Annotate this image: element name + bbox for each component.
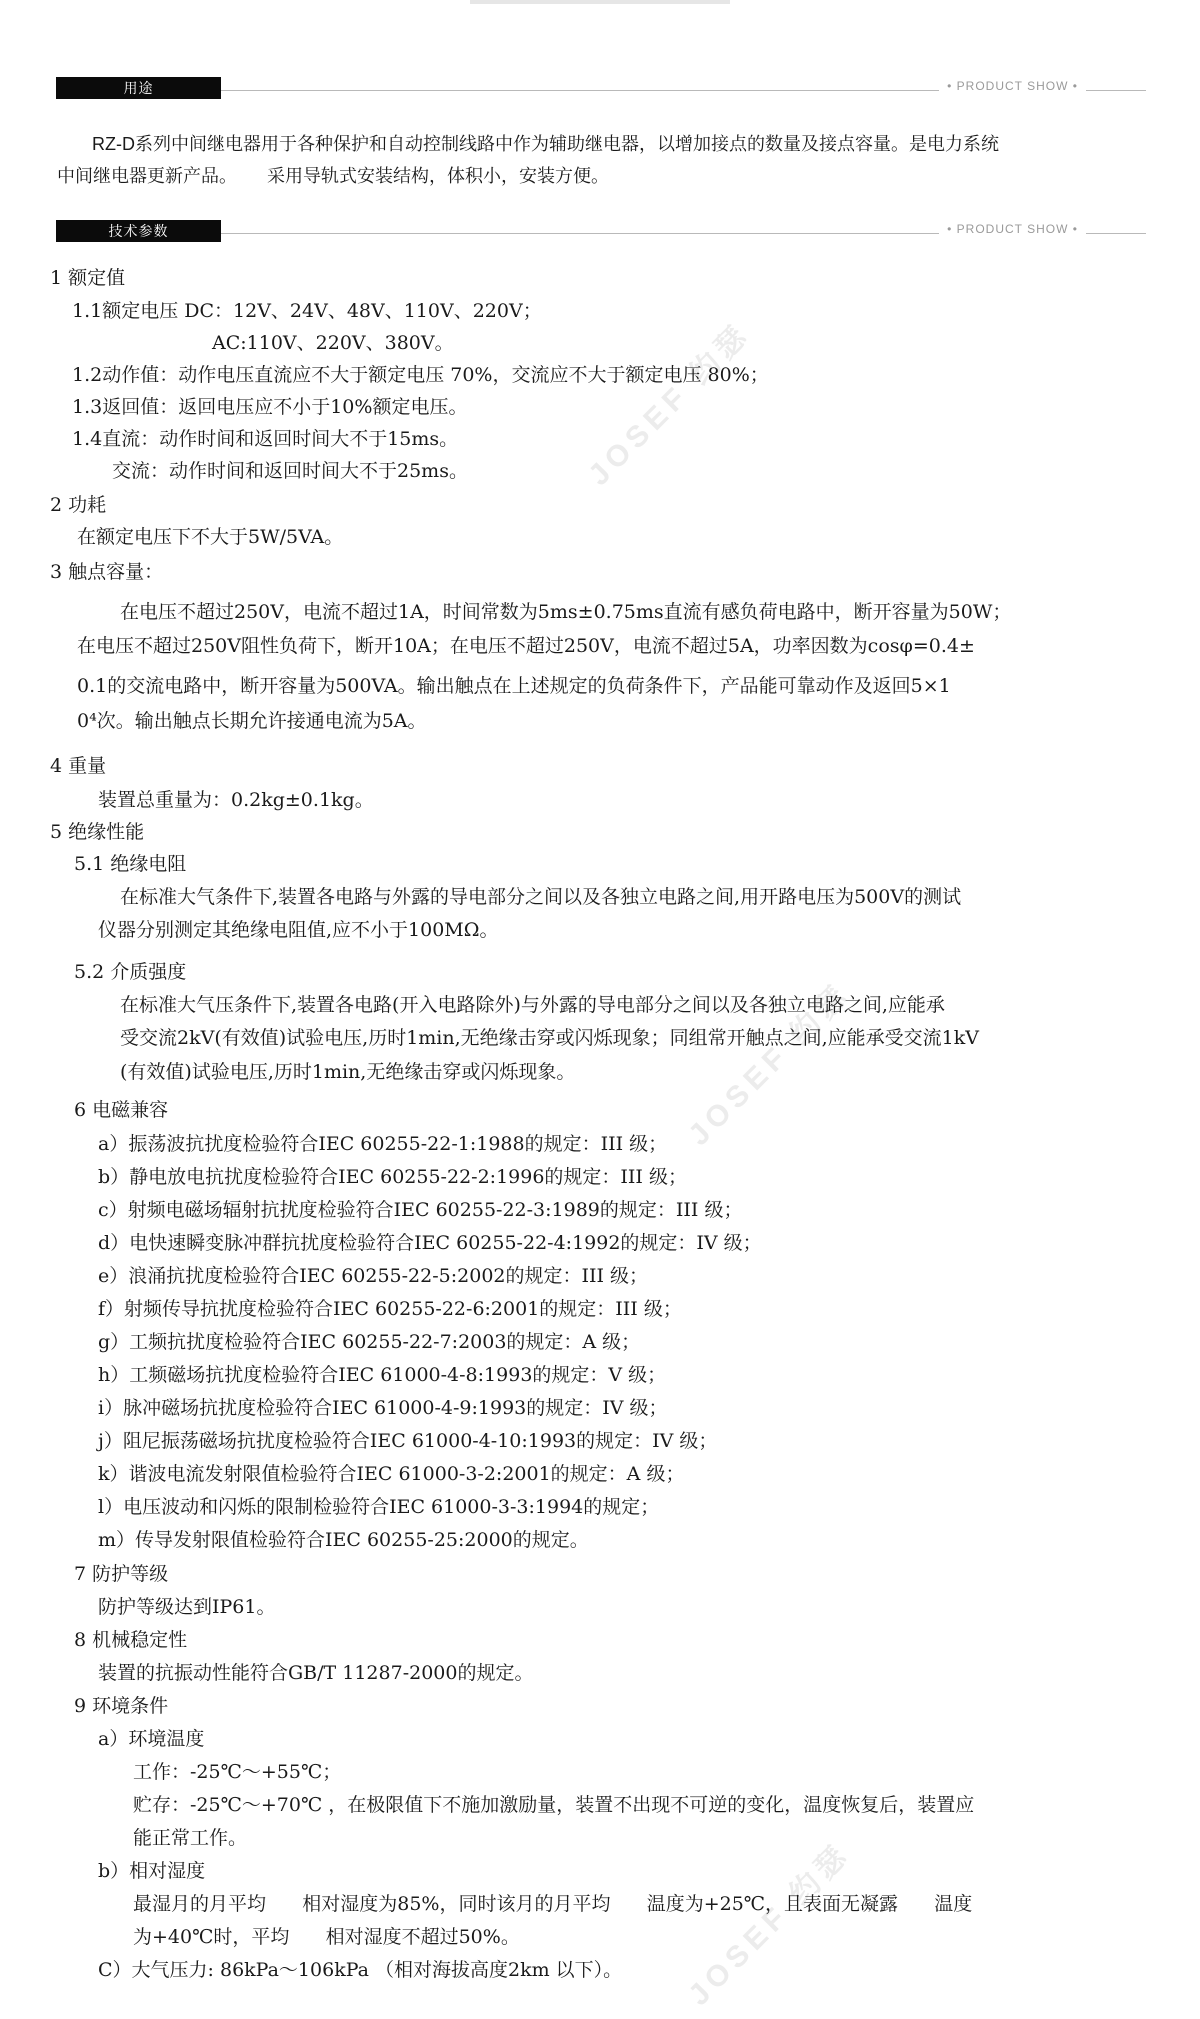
spec-line: 受交流2kV(有效值)试验电压,历时1min,无绝缘击穿或闪烁现象；同组常开触点之间,应能承受交流1kV [120,1027,980,1049]
product-show-tag: • PRODUCT SHOW • [939,79,1086,93]
spec-line: 3 触点容量： [50,561,164,583]
section-header-usage [56,77,1146,99]
spec-line: 9 环境条件 [74,1695,169,1717]
top-divider [470,0,730,4]
spec-line: 在电压不超过250V，电流不超过1A，时间常数为5ms±0.75ms直流有感负荷电路中，断开容量为50W； [120,601,1012,623]
spec-line: 能正常工作。 [133,1827,248,1849]
watermark: JOSEF 约瑟 [682,976,858,1153]
spec-line: 在标准大气压条件下,装置各电路(开入电路除外)与外露的导电部分之间以及各独立电路之间,应能承 [120,994,945,1016]
spec-line: 1 额定值 [50,267,126,289]
spec-line: 2 功耗 [50,494,107,516]
watermark: JOSEF 约瑟 [682,1836,858,2013]
spec-line: k）谐波电流发射限值检验符合IEC 61000-3-2:2001的规定：A 级； [98,1463,685,1485]
spec-line: b）相对湿度 [98,1860,206,1882]
product-show-tag: • PRODUCT SHOW • [939,222,1086,236]
spec-line: 7 防护等级 [74,1563,169,1585]
spec-line: 1.2动作值：动作电压直流应不大于额定电压 70%，交流应不大于额定电压 80%； [72,364,769,386]
spec-line: AC:110V、220V、380V。 [212,332,454,354]
spec-line: 贮存：-25℃～+70℃ ，在极限值下不施加激励量，装置不出现不可逆的变化，温度恢复后，装置应 [133,1794,975,1816]
watermark: JOSEF 约瑟 [582,316,758,493]
spec-line: 在标准大气条件下,装置各电路与外露的导电部分之间以及各独立电路之间,用开路电压为500V的测试 [120,886,962,908]
spec-line: 在电压不超过250V阻性负荷下，断开10A；在电压不超过250V，电流不超过5A，功率因数为cosφ=0.4± [77,635,975,657]
spec-line: a）振荡波抗扰度检验符合IEC 60255-22-1:1988的规定：III 级； [98,1133,668,1155]
spec-line: 工作：-25℃～+55℃； [133,1761,342,1783]
spec-line: 装置的抗振动性能符合GB/T 11287-2000的规定。 [98,1662,534,1684]
spec-line: 4 重量 [50,755,107,777]
spec-line: 5 绝缘性能 [50,821,145,843]
spec-line: d）电快速瞬变脉冲群抗扰度检验符合IEC 60255-22-4:1992的规定：IV 级； [98,1232,762,1254]
spec-line: a）环境温度 [98,1728,205,1750]
spec-line: e）浪涌抗扰度检验符合IEC 60255-22-5:2002的规定：III 级； [98,1265,649,1287]
section-title-tech: 技术参数 [56,220,221,242]
spec-line: i）脉冲磁场抗扰度检验符合IEC 61000-4-9:1993的规定：IV 级； [98,1397,668,1419]
spec-line: c）射频电磁场辐射抗扰度检验符合IEC 60255-22-3:1989的规定：III 级； [98,1199,743,1221]
spec-line: 在额定电压下不大于5W/5VA。 [77,526,344,548]
spec-line: m）传导发射限值检验符合IEC 60255-25:2000的规定。 [98,1529,589,1551]
spec-line: 仪器分别测定其绝缘电阻值,应不小于100MΩ。 [98,919,499,941]
spec-line: f）射频传导抗扰度检验符合IEC 60255-22-6:2001的规定：III 级； [98,1298,682,1320]
spec-line: b）静电放电抗扰度检验符合IEC 60255-22-2:1996的规定：III 级； [98,1166,687,1188]
spec-line: h）工频磁场抗扰度检验符合IEC 61000-4-8:1993的规定：V 级； [98,1364,667,1386]
spec-line: C）大气压力: 86kPa～106kPa （相对海拔高度2km 以下）。 [98,1959,623,1981]
spec-line: g）工频抗扰度检验符合IEC 60255-22-7:2003的规定：A 级； [98,1331,641,1353]
spec-line: 1.1额定电压 DC：12V、24V、48V、110V、220V； [72,300,542,322]
section-header-tech [56,220,1146,242]
spec-line: 5.2 介质强度 [74,961,187,983]
spec-line: (有效值)试验电压,历时1min,无绝缘击穿或闪烁现象。 [120,1061,576,1083]
spec-line: 5.1 绝缘电阻 [74,853,187,875]
spec-line: 6 电磁兼容 [74,1099,169,1121]
section-title-usage: 用途 [56,77,221,99]
spec-line: 1.3返回值：返回电压应不小于10%额定电压。 [72,396,468,418]
spec-line: j）阻尼振荡磁场抗扰度检验符合IEC 61000-4-10:1993的规定：IV 级； [98,1430,718,1452]
spec-line: 最湿月的月平均 相对湿度为85%，同时该月的月平均 温度为+25℃，且表面无凝露 温度 [133,1893,973,1915]
spec-line: 交流：动作时间和返回时间大不于25ms。 [112,460,468,482]
spec-line: 8 机械稳定性 [74,1629,188,1651]
spec-line: 装置总重量为：0.2kg±0.1kg。 [98,789,374,811]
spec-line: 0⁴次。输出触点长期允许接通电流为5A。 [77,710,427,732]
usage-line-2: 中间继电器更新产品。 采用导轨式安装结构，体积小，安装方便。 [57,166,610,186]
spec-line: 为+40℃时，平均 相对湿度不超过50%。 [133,1926,520,1948]
spec-line: 0.1的交流电路中，断开容量为500VA。输出触点在上述规定的负荷条件下，产品能可靠动作及返回5×1 [77,675,951,697]
usage-line-1: RZ-D系列中间继电器用于各种保护和自动控制线路中作为辅助继电器，以增加接点的数量及接点容量。是电力系统 [92,134,999,154]
spec-line: l）电压波动和闪烁的限制检验符合IEC 61000-3-3:1994的规定； [98,1496,660,1518]
spec-line: 防护等级达到IP61。 [98,1596,276,1618]
spec-line: 1.4直流：动作时间和返回时间大不于15ms。 [72,428,459,450]
